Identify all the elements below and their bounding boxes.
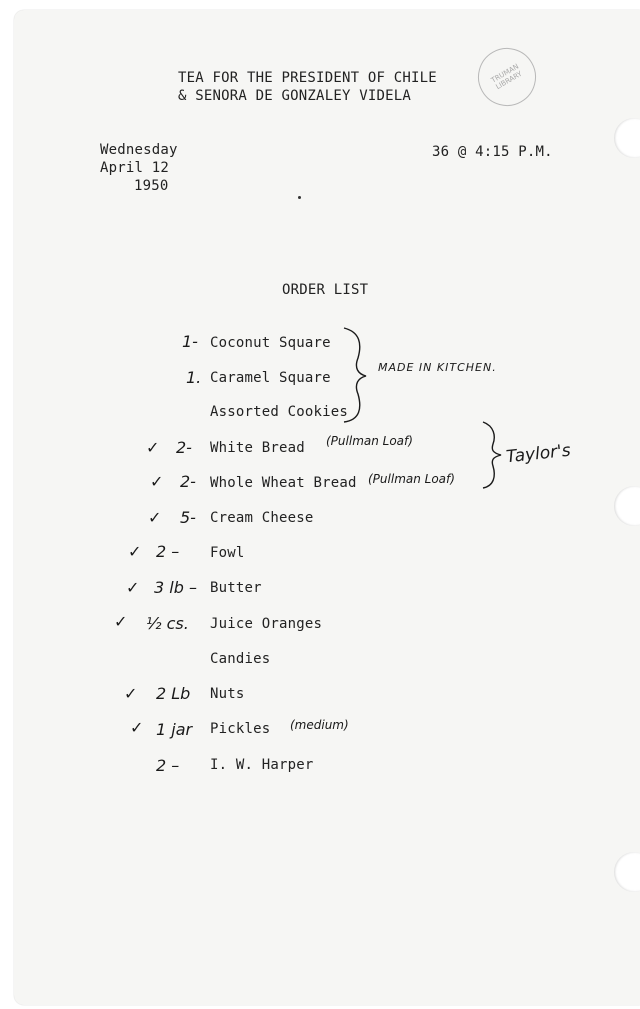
item-qty: 1. — [186, 368, 202, 387]
section-title: ORDER LIST — [282, 282, 369, 298]
supplier-annotation: Taylor's — [505, 440, 572, 468]
item-note: (Pullman Loaf) — [368, 472, 455, 486]
item-qty: 2 – — [156, 542, 180, 561]
item-qty: 2- — [180, 472, 196, 491]
item-name: Pickles — [210, 721, 271, 737]
check-mark: ✓ — [150, 472, 164, 491]
check-mark: ✓ — [130, 718, 144, 737]
check-mark: ✓ — [146, 438, 160, 457]
item-name: Coconut Square — [210, 335, 331, 351]
check-mark: ✓ — [148, 508, 162, 527]
item-qty: 5- — [180, 508, 196, 527]
date-month-day: April 12 — [100, 160, 170, 176]
item-qty: 2 Lb — [156, 684, 191, 703]
punch-hole-top — [614, 118, 640, 158]
check-mark: ✓ — [124, 684, 138, 703]
title-line-2: & SENORA DE GONZALEY VIDELA — [178, 88, 411, 104]
item-name: Caramel Square — [210, 370, 331, 386]
item-name: Butter — [210, 580, 262, 596]
item-qty: 2- — [176, 438, 192, 457]
item-name: Candies — [210, 651, 271, 667]
date-day: Wednesday — [100, 142, 178, 158]
item-name: White Bread — [210, 440, 305, 456]
item-note: (Pullman Loaf) — [326, 434, 413, 448]
item-name: Cream Cheese — [210, 510, 314, 526]
library-stamp-text: TRUMAN LIBRARY — [489, 62, 524, 92]
item-qty: 1 jar — [156, 720, 193, 739]
punch-hole-middle — [614, 486, 640, 526]
item-qty: 3 lb – — [154, 578, 197, 597]
item-name: I. W. Harper — [210, 757, 314, 773]
item-name: Assorted Cookies — [210, 404, 349, 420]
item-name: Juice Oranges — [210, 616, 323, 632]
item-name: Nuts — [210, 686, 245, 702]
check-mark: ✓ — [128, 542, 142, 561]
kitchen-annotation: MADE IN KITCHEN. — [378, 361, 497, 374]
punch-hole-bottom — [614, 852, 640, 892]
check-mark: ✓ — [114, 612, 128, 631]
kitchen-brace — [340, 326, 370, 424]
item-qty: 2 – — [156, 756, 180, 775]
item-qty: 1- — [182, 332, 198, 351]
supplier-brace — [480, 420, 504, 490]
check-mark: ✓ — [126, 578, 140, 597]
guest-count-time: 36 @ 4:15 P.M. — [432, 144, 553, 160]
date-year: 1950 — [134, 178, 169, 194]
title-line-1: TEA FOR THE PRESIDENT OF CHILE — [178, 70, 437, 86]
item-name: Whole Wheat Bread — [210, 475, 357, 491]
ink-dot — [298, 196, 301, 199]
item-note: (medium) — [290, 718, 349, 732]
item-qty: ½ cs. — [146, 614, 189, 633]
item-name: Fowl — [210, 545, 245, 561]
